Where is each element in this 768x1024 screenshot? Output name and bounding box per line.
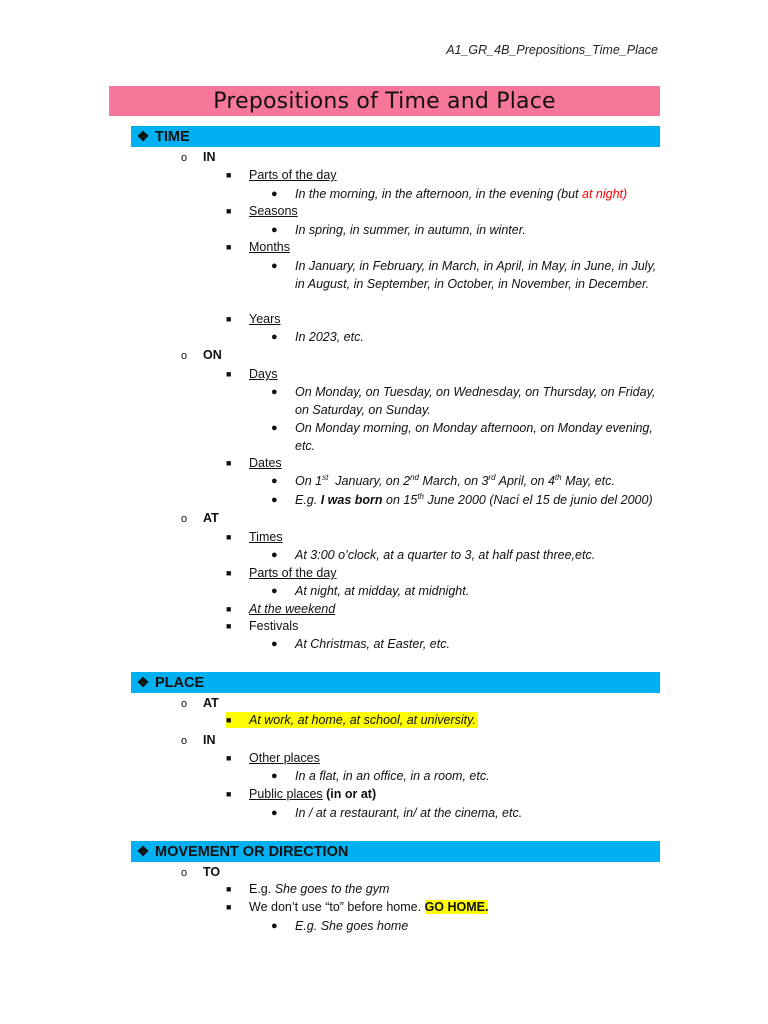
circle-bullet-icon: o (181, 350, 188, 362)
item-label: Years (249, 312, 281, 326)
list-item-to (181, 865, 220, 879)
list-item-dont-use-to (226, 900, 488, 914)
item-label: Dates (249, 456, 282, 470)
square-bullet-icon: ■ (226, 206, 232, 216)
highlighted-place-at-example (226, 712, 478, 728)
eg-text: E.g. (295, 493, 321, 507)
square-bullet-icon: ■ (226, 458, 232, 468)
circle-bullet-icon: o (181, 698, 188, 710)
square-bullet-icon: ■ (226, 789, 232, 799)
example-goes-home (271, 918, 661, 936)
example-days-1 (271, 384, 661, 419)
list-item-weekend (226, 602, 335, 616)
item-label: Festivals (249, 619, 299, 633)
example-text: On Monday, on Tuesday, on Wednesday, on Thursday, on Friday, on Saturday, on Sunday. (295, 385, 656, 417)
item-label: IN (203, 150, 216, 164)
dot-bullet-icon: ● (271, 807, 278, 819)
circle-bullet-icon: o (181, 735, 188, 747)
section-title: MOVEMENT OR DIRECTION (155, 843, 349, 860)
example-times (271, 547, 661, 565)
example-born (271, 492, 661, 510)
square-bullet-icon: ■ (226, 604, 232, 614)
square-bullet-icon: ■ (226, 532, 232, 542)
date-text: March, on 3 (419, 474, 489, 488)
dot-bullet-icon: ● (271, 422, 278, 434)
list-item-seasons (226, 204, 298, 218)
square-bullet-icon: ■ (226, 242, 232, 252)
item-label: At the weekend (249, 602, 336, 616)
date-text: April, on 4 (495, 474, 555, 488)
diamond-icon: ❖ (136, 128, 150, 144)
item-label: AT (203, 511, 219, 525)
bold-text: I was born (320, 493, 383, 507)
date-text: January, on 2 (328, 474, 411, 488)
ordinal-suffix: th (554, 472, 562, 482)
example-at-parts-of-day (271, 583, 661, 601)
date-text: on 15 (382, 493, 418, 507)
dot-bullet-icon: ● (271, 770, 278, 782)
bold-text: (in or at) (322, 787, 377, 801)
dot-bullet-icon: ● (271, 638, 278, 650)
item-label: Other places (249, 751, 320, 765)
example-text: At 3:00 o’clock, at a quarter to 3, at half past three,etc. (295, 548, 596, 562)
example-text: In the morning, in the afternoon, in the evening (but (295, 187, 582, 201)
page-title: Prepositions of Time and Place (213, 88, 556, 114)
example-public-places (271, 805, 661, 823)
square-bullet-icon: ■ (226, 884, 232, 894)
dot-bullet-icon: ● (271, 188, 278, 200)
example-dates (271, 473, 661, 491)
example-text: In January, in February, in March, in April, in May, in June, in July, in August, in September, in October, in November, in December. (295, 259, 657, 291)
example-text: In / at a restaurant, in/ at the cinema, etc. (295, 806, 523, 820)
item-label: Seasons (249, 204, 298, 218)
example-text: In spring, in summer, in autumn, in winter. (295, 223, 526, 237)
item-label: AT (203, 696, 219, 710)
list-item-other-places (226, 751, 320, 765)
dot-bullet-icon: ● (271, 549, 278, 561)
date-text: On 1 (295, 474, 323, 488)
list-item-on (181, 348, 222, 362)
red-text: at night) (582, 187, 628, 201)
document-header: A1_GR_4B_Prepositions_Time_Place (446, 43, 658, 57)
list-item-in (181, 150, 216, 164)
rule-text: We don’t use “to” before home. (249, 900, 425, 914)
dot-bullet-icon: ● (271, 494, 278, 506)
item-label: IN (203, 733, 216, 747)
dot-bullet-icon: ● (271, 920, 278, 932)
list-item-dates (226, 456, 282, 470)
square-bullet-icon: ■ (226, 753, 232, 763)
item-label: Parts of the day (249, 566, 337, 580)
dot-bullet-icon: ● (271, 331, 278, 343)
section-title: PLACE (155, 674, 205, 691)
example-text: She goes to the gym (274, 882, 390, 896)
list-item-parts-of-day (226, 168, 337, 182)
square-bullet-icon: ■ (226, 568, 232, 578)
example-text: E.g. She goes home (295, 919, 409, 933)
example-parts-of-day (271, 186, 661, 204)
dot-bullet-icon: ● (271, 224, 278, 236)
list-item-at-parts-of-day (226, 566, 337, 580)
item-label: Public places (249, 787, 323, 801)
ordinal-suffix: rd (488, 472, 496, 482)
list-item-times (226, 530, 283, 544)
eg-text: E.g. (249, 882, 275, 896)
list-item-place-in (181, 733, 216, 747)
circle-bullet-icon: o (181, 152, 188, 164)
date-text: June 2000 (Nací el 15 de junio del 2000) (423, 493, 653, 507)
dot-bullet-icon: ● (271, 386, 278, 398)
list-item-place-at (181, 696, 219, 710)
example-text: At night, at midday, at midnight. (295, 584, 470, 598)
circle-bullet-icon: o (181, 513, 188, 525)
diamond-icon: ❖ (136, 843, 150, 859)
list-item-to-example (226, 882, 389, 896)
item-label: Months (249, 240, 290, 254)
item-label: Parts of the day (249, 168, 337, 182)
list-item-public-places (226, 787, 376, 801)
example-days-2 (271, 420, 661, 455)
example-text: In a flat, in an office, in a room, etc. (295, 769, 490, 783)
list-item-months (226, 240, 290, 254)
example-text: On Monday morning, on Monday afternoon, on Monday evening, etc. (295, 421, 653, 453)
ordinal-suffix: th (417, 491, 424, 501)
example-text: In 2023, etc. (295, 330, 364, 344)
square-bullet-icon: ■ (226, 715, 232, 725)
dot-bullet-icon: ● (271, 585, 278, 597)
list-item-festivals (226, 619, 298, 633)
example-other-places (271, 768, 661, 786)
example-years (271, 329, 661, 347)
ordinal-suffix: nd (410, 472, 420, 482)
example-festivals (271, 636, 661, 654)
date-text: May, etc. (561, 474, 615, 488)
section-time-heading (131, 126, 660, 147)
example-text: At work, at home, at school, at university. (249, 713, 476, 727)
square-bullet-icon: ■ (226, 902, 232, 912)
list-item-days (226, 367, 277, 381)
section-movement-heading (131, 841, 660, 862)
dot-bullet-icon: ● (271, 260, 278, 272)
item-label: Days (249, 367, 278, 381)
item-label: ON (203, 348, 222, 362)
section-title: TIME (155, 128, 190, 145)
highlighted-go-home: GO HOME. (424, 900, 489, 914)
square-bullet-icon: ■ (226, 621, 232, 631)
diamond-icon: ❖ (136, 674, 150, 690)
item-label: Times (249, 530, 283, 544)
title-banner (109, 86, 660, 116)
dot-bullet-icon: ● (271, 475, 278, 487)
list-item-years (226, 312, 281, 326)
square-bullet-icon: ■ (226, 314, 232, 324)
example-seasons (271, 222, 661, 240)
list-item-at (181, 511, 219, 525)
example-months (271, 258, 661, 293)
item-label: TO (203, 865, 221, 879)
square-bullet-icon: ■ (226, 170, 232, 180)
ordinal-suffix: st (322, 472, 329, 482)
circle-bullet-icon: o (181, 867, 188, 879)
section-place-heading (131, 672, 660, 693)
square-bullet-icon: ■ (226, 369, 232, 379)
example-text: At Christmas, at Easter, etc. (295, 637, 450, 651)
